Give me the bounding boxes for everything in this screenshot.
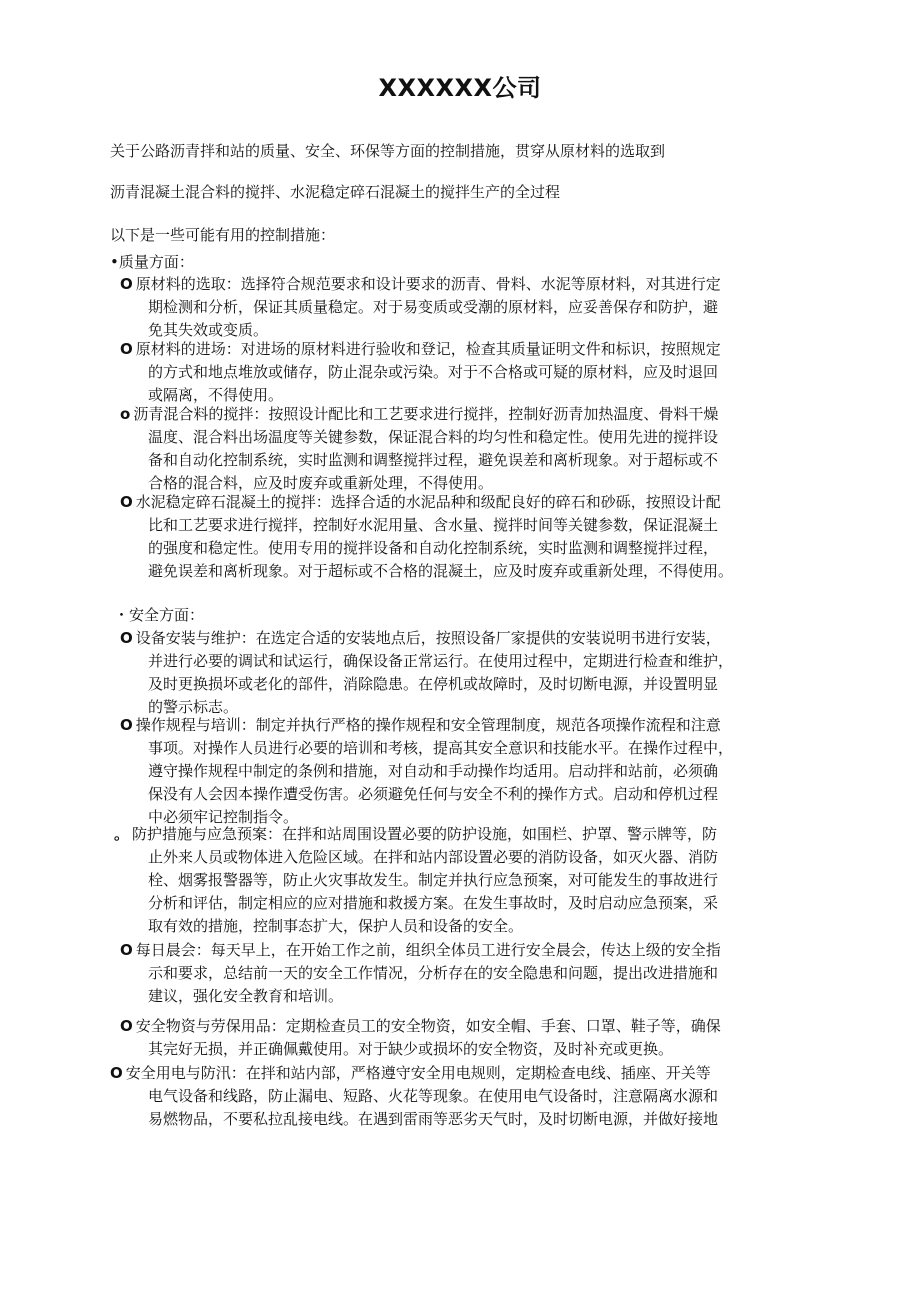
section-heading-quality: •质量方面：	[110, 253, 194, 271]
intro-line-1: 关于公路沥青拌和站的质量、安全、环保等方面的控制措施，贯穿从原材料的选取到	[110, 142, 666, 160]
company-title: XXXXXX公司	[378, 74, 542, 102]
bullet-marker: O	[120, 1017, 133, 1035]
list-item: O 操作规程与培训：制定并执行严格的操作规程和安全管理制度，规范各项操作流程和注意 事项。对操作人员进行必要的培训和考核，提高其安全意识和技能水平。在操作过程中， 遵守操作规程中制定的条例和措施，对自动和手动操作均适用。启动拌和站前，必须确 保没有人会因本操作遭受伤害。必须避免任何与安全不利的操作方式。启动和停机过程 中必须牢记控制指令。	[120, 716, 734, 826]
list-item: O 每日晨会：每天早上，在开始工作之前，组织全体员工进行安全晨会，传达上级的安全指 示和要求，总结前一天的安全工作情况，分析存在的安全隐患和问题，提出改进措施和 建议，强化安全教育和培训。	[120, 941, 721, 1005]
list-item: O 原材料的进场：对进场的原材料进行验收和登记，检查其质量证明文件和标识，按照规定 的方式和地点堆放或储存，防止混杂或污染。对于不合格或可疑的原材料，应及时退回 或隔离，不得使用。	[120, 340, 721, 404]
bullet-marker: O	[120, 493, 133, 511]
bullet-marker: O	[120, 716, 133, 734]
section-heading-safety: ・安全方面：	[114, 606, 205, 624]
bullet-marker: O	[110, 1064, 123, 1082]
lead-text: 以下是一些可能有用的控制措施：	[110, 226, 336, 244]
bullet-marker: O	[120, 941, 133, 959]
list-item: 。 防护措施与应急预案：在拌和站周围设置必要的防护设施，如围栏、护罩、警示牌等，防 止外来人员或物体进入危险区域。在拌和站内部设置必要的消防设备，如灭火器、消防 栓、烟雾报警器等，防止火灾事故发生。制定并执行应急预案，对可能发生的事故进行 分析和评估，制定相应的应对措施和救援方案。在发生事故时，及时启动应急预案，采 取有效的措施，控制事态扩大，保护人员和设备的安全。	[114, 825, 719, 935]
bullet-marker: O	[120, 629, 133, 647]
list-item: o 沥青混合料的搅拌：按照设计配比和工艺要求进行搅拌，控制好沥青加热温度、骨料干燥 温度、混合料出场温度等关键参数，保证混合料的均匀性和稳定性。使用先进的搅拌设 备和自动化控制系统，实时监测和调整搅拌过程，避免误差和离析现象。对于超标或不 合格的混合料，应及时废弃或重新处理，不得使用。	[120, 405, 719, 492]
bullet-marker: 。	[114, 825, 130, 843]
bullet-marker: O	[120, 340, 133, 358]
list-item: O 安全用电与防汛：在拌和站内部，严格遵守安全用电规则，定期检查电线、插座、开关等 电气设备和线路，防止漏电、短路、火花等现象。在使用电气设备时，注意隔离水源和 易燃物品，不要私拉乱接电线。在遇到雷雨等恶劣天气时，及时切断电源，并做好接地	[110, 1064, 719, 1128]
bullet-marker: o	[120, 405, 131, 423]
list-item: O 安全物资与劳保用品：定期检查员工的安全物资，如安全帽、手套、口罩、鞋子等，确保 其完好无损，并正确佩戴使用。对于缺少或损坏的安全物资，及时补充或更换。	[120, 1017, 721, 1058]
bullet-marker: O	[120, 275, 133, 293]
list-item: O 设备安装与维护：在选定合适的安装地点后，按照设备厂家提供的安装说明书进行安装， 并进行必要的调试和试运行，确保设备正常运行。在使用过程中，定期进行检查和维护， 及时更换损坏或老化的部件，消除隐患。在停机或故障时，及时切断电源，并设置明显 的警示标志。	[120, 629, 734, 716]
list-item: O 水泥稳定碎石混凝土的搅拌：选择合适的水泥品种和级配良好的碎石和砂砾，按照设计配 比和工艺要求进行搅拌，控制好水泥用量、含水量、搅拌时间等关键参数，保证混凝土 的强度和稳定性。使用专用的搅拌设备和自动化控制系统，实时监测和调整搅拌过程， 避免误差和离析现象。对于超标或不合格的混凝土，应及时废弃或重新处理，不得使用。	[120, 493, 734, 580]
list-item: O 原材料的选取：选择符合规范要求和设计要求的沥青、骨料、水泥等原材料，对其进行定 期检测和分析，保证其质量稳定。对于易变质或受潮的原材料，应妥善保存和防护，避 免其失效或变质。	[120, 275, 721, 339]
intro-line-2: 沥青混凝土混合料的搅拌、水泥稳定碎石混凝土的搅拌生产的全过程	[110, 183, 561, 201]
